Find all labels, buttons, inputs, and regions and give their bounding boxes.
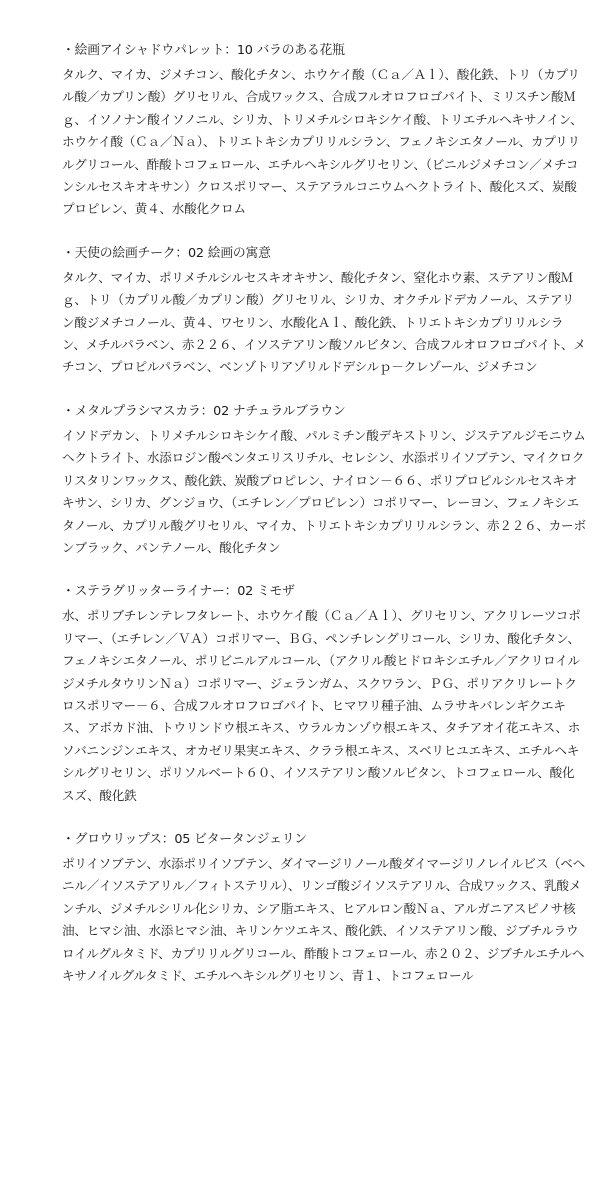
product-title: ・メタルプラシマスカラ：02 ナチュラルブラウン [62,403,346,419]
ingredient-text: 水、ポリブチレンテレフタレート、ホウケイ酸（Ｃａ／Ａｌ）、グリセリン、アクリレーツコポリマー、（エチレン／ＶＡ）コポリマー、ＢＧ、ペンチレングリコール、シリカ、酸化チタン、フェノキシエタノール、ポリビニルアルコール、（アクリル酸ヒドロキシエチル／アクリロイルジメチルタウリンＮａ）コポリマー、ジェランガム、スクワラン、ＰＧ、ポリアクリレートクロスポリマー－６、合成フルオロフロゴパイト、ヒマワリ種子油、ムラサキバレンギクエキス、アボカド油、トウリンドウ根エキス、ウラルカンゾウ根エキス、タチアオイ花エキス、ホソバニンジンエキス、オカゼリ果実エキス、クララ根エキス、スベリヒユエキス、エチルヘキシルグリセリン、ポリソルベート６０、イソステアリン酸ソルビタン、トコフェロール、酸化スズ、酸化鉄 [62,608,581,803]
ingredient-text: タルク、マイカ、ポリメチルシルセスキオキサン、酸化チタン、窒化ホウ素、ステアリン酸Ｍｇ、トリ（カプリル酸／カプリン酸）グリセリル、シリカ、オクチルドデカノール、ステアリン酸ジメチコノール、黄４、ワセリン、水酸化Ａｌ、酸化鉄、トリエトキシカプリリルシラン、メチルパラベン、赤２２６、イソステアリン酸ソルビタン、合成フルオロフロゴパイト、メチコン、プロピルパラベン、ベンゾトリアゾリルドデシルｐ－クレゾール、ジメチコン [62,269,586,375]
product-title: ・天使の絵画チーク：02 絵画の寓意 [62,245,271,261]
ingredient-text: ポリイソブテン、水添ポリイソブテン、ダイマージリノール酸ダイマージリノレイルビス（ベヘニル／イソステアリル／フィトステリル）、リンゴ酸ジイソステアリル、合成ワックス、乳酸メンチル、ジメチルシリル化シリカ、シア脂エキス、ヒアルロン酸Ｎａ、アルガニアスピノサ核油、ヒマシ油、水添ヒマシ油、キリンケツエキス、酸化鉄、イソステアリン酸、ジブチルラウロイルグルタミド、カプリリルグリコール、酢酸トコフェロール、赤２０２、ジブチルエチルヘキサノイルグルタミド、エチルヘキシルグリセリン、青１、トコフェロール [62,855,585,983]
product-title: ・絵画アイシャドウパレット：10 バラのある花瓶 [62,43,345,58]
product-section-mascara [62,401,586,559]
ingredient-text: イソドデカン、トリメチルシロキシケイ酸、パルミチン酸デキストリン、ジステアルジモニウムヘクトライト、水添ロジン酸ペンタエリスリチル、セレシン、水添ポリイソブテン、マイクロクリスタリンワックス、酸化鉄、炭酸プロピレン、ナイロン－６６、ポリプロピルシルセスキオキサン、シリカ、グンジョウ、（エチレン／プロピレン）コポリマー、レーヨン、フェノキシエタノール、カプリル酸グリセリル、マイカ、トリエトキシカプリリルシラン、赤２２６、カーボンブラック、パンテノール、酸化チタン [62,427,586,555]
product-section-cheek [62,243,586,379]
product-section-eyeshadow-palette [62,40,586,221]
product-section-glow-lips [62,829,586,987]
product-title: ・ステラグリッターライナー：02 ミモザ [62,584,295,600]
product-section-glitter-liner [62,581,586,807]
ingredient-text: タルク、マイカ、ジメチコン、酸化チタン、ホウケイ酸（Ｃａ／Ａｌ）、酸化鉄、トリ（カプリル酸／カプリン酸）グリセリル、合成ワックス、合成フルオロフロゴパイト、ミリスチン酸Ｍｇ、イソノナン酸イソノニル、シリカ、トリメチルシロキシケイ酸、トリエチルヘキサノイン、ホウケイ酸（Ｃａ／Ｎａ）、トリエトキシカプリリルシラン、フェノキシエタノール、カプリリルグリコール、酢酸トコフェロール、エチルヘキシルグリセリン、（ビニルジメチコン／メチコンシルセスキオキサン）クロスポリマー、ステアラルコニウムヘクトライト、酸化スズ、炭酸プロピレン、黄４、水酸化クロム [62,67,583,217]
product-title: ・グロウリップス：05 ビタータンジェリン [62,831,307,847]
